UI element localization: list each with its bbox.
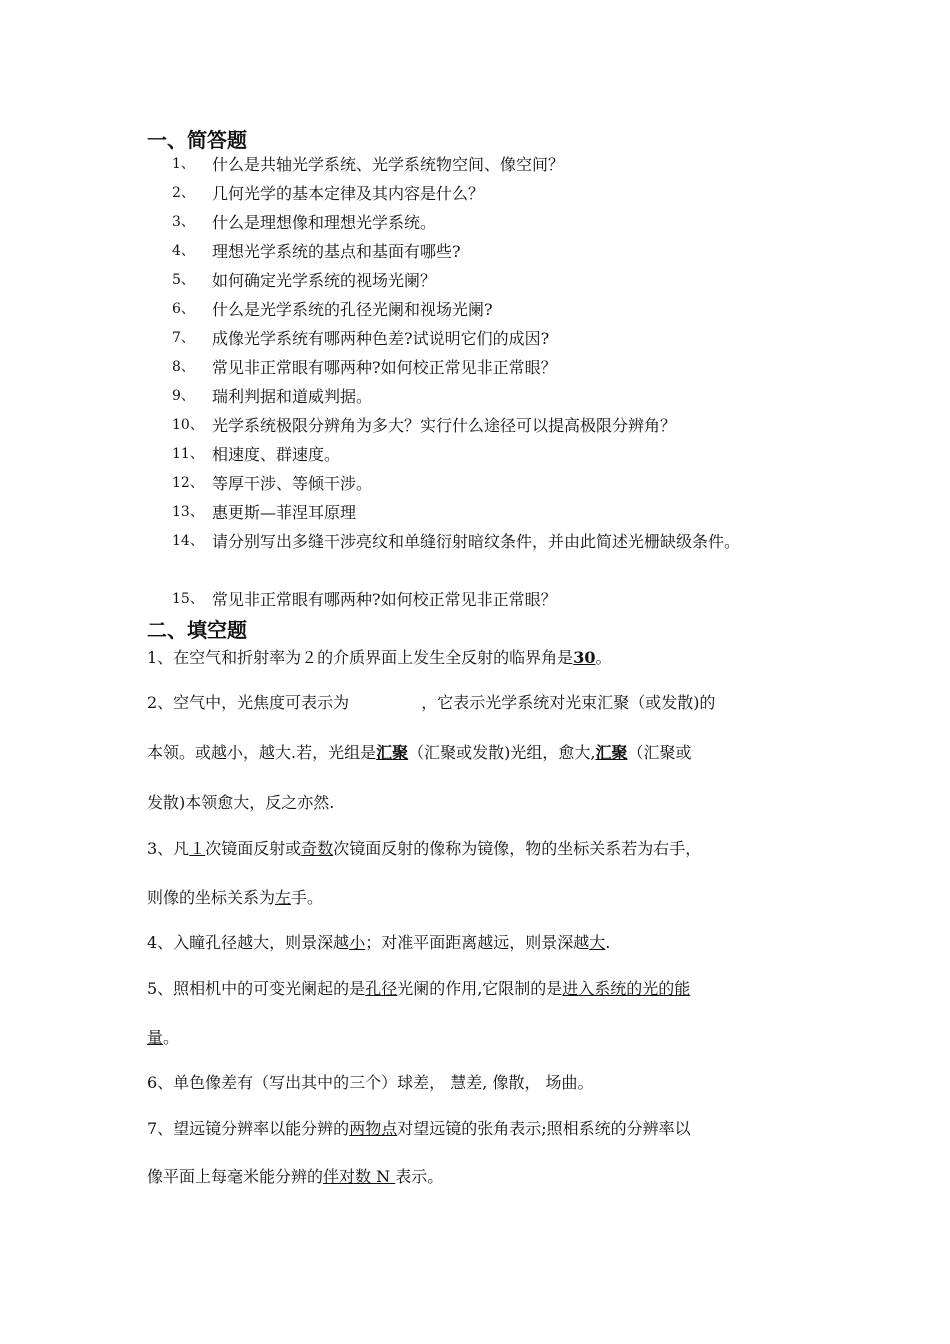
item-number: 8、 (172, 359, 195, 375)
text-segment: 2、空气中，光焦度可表示为 (147, 693, 350, 712)
item-number: 13、 (172, 504, 204, 520)
item-text: 相速度、群速度。 (212, 445, 341, 464)
item-text: 常见非正常眼有哪两种?如何校正常见非正常眼？ (212, 358, 557, 377)
item-text: 请分别写出多缝干涉亮纹和单缝衍射暗纹条件，并由此简述光栅缺级条件。 (212, 532, 741, 551)
fill-question-5-line-2 (147, 1025, 179, 1048)
fill-question-7-line-1 (147, 1116, 691, 1139)
text-segment: 次镜面反射或 (205, 839, 302, 858)
item-number: 12、 (172, 475, 204, 491)
text-segment: 表示。 (395, 1167, 444, 1186)
fill-question-2-line-1 (147, 690, 715, 713)
answer-blank: １ (189, 839, 206, 858)
item-number: 3、 (172, 214, 195, 230)
item-number: 15、 (172, 591, 204, 607)
item-text: 如何确定光学系统的视场光阑？ (212, 271, 437, 290)
fill-question-3-line-1 (147, 836, 701, 859)
text-segment: 。 (163, 1028, 180, 1047)
text-segment: 5、照相机中的可变光阑起的是 (147, 979, 366, 998)
answer-blank: 左 (275, 888, 292, 907)
text-segment: ；对准平面距离越远，则景深越 (365, 933, 590, 952)
text-segment: 手。 (291, 888, 324, 907)
fill-question-7-line-2 (147, 1164, 443, 1187)
text-segment: 7、望远镜分辨率以能分辨的 (147, 1119, 350, 1138)
item-number: 9、 (172, 388, 195, 404)
text-segment: 3、凡 (147, 839, 190, 858)
item-text: 等厚干涉、等倾干涉。 (212, 474, 373, 493)
list-item (172, 266, 822, 295)
answer-blank: 伴对数 N (323, 1167, 396, 1186)
list-item (172, 440, 822, 469)
answer-blank: 大 (589, 933, 606, 952)
answer-blank: 小 (349, 933, 366, 952)
list-item (172, 411, 822, 440)
list-item (172, 382, 822, 411)
answer-blank: 汇聚 (595, 743, 628, 762)
list-item (172, 353, 822, 382)
list-item (172, 527, 822, 585)
item-text: 瑞利判据和道威判据。 (212, 387, 373, 406)
text-segment: 4、入瞳孔径越大，则景深越 (147, 933, 350, 952)
list-item (172, 179, 822, 208)
answer-blank: 汇聚 (376, 743, 409, 762)
section-title-short-answer: 一、简答题 (147, 128, 247, 152)
list-item (172, 498, 822, 527)
fill-question-5-line-1 (147, 976, 690, 999)
list-item (172, 324, 822, 353)
item-text: 什么是理想像和理想光学系统。 (212, 213, 437, 232)
answer-blank: 量 (147, 1028, 164, 1047)
answer-blank: 两物点 (349, 1119, 398, 1138)
text-segment: 本领。或越小，越大.若，光组是 (147, 743, 377, 762)
item-number: 11、 (172, 446, 204, 462)
item-text: 成像光学系统有哪两种色差?试说明它们的成因? (212, 329, 550, 348)
fill-question-3-line-2 (147, 885, 323, 908)
text-segment: 则像的坐标关系为 (147, 888, 276, 907)
text-segment: 次镜面反射的像称为镜像，物的坐标关系若为右手， (333, 839, 702, 858)
list-item (172, 208, 822, 237)
fill-question-6: 6、单色像差有（写出其中的三个）球差， 慧差, 像散， 场曲。 (147, 1073, 594, 1092)
fill-question-2-line-3: 发散)本领愈大，反之亦然. (147, 793, 335, 812)
text-segment: 光阑的作用,它限制的是 (397, 979, 563, 998)
item-number: 10、 (172, 417, 204, 433)
answer-blank: 孔径 (365, 979, 398, 998)
item-text: 几何光学的基本定律及其内容是什么？ (212, 184, 485, 203)
text-segment: 像平面上每毫米能分辨的 (147, 1167, 324, 1186)
item-number: 6、 (172, 301, 195, 317)
item-text: 什么是共轴光学系统、光学系统物空间、像空间？ (212, 155, 565, 174)
list-item (172, 150, 822, 179)
list-item (172, 295, 822, 324)
item-text: 惠更斯—菲涅耳原理 (212, 503, 357, 522)
answer-blank: 奇数 (301, 839, 334, 858)
item-number: 2、 (172, 185, 195, 201)
list-item (172, 585, 822, 614)
item-text: 光学系统极限分辨角为多大？实行什么途径可以提高极限分辨角？ (212, 416, 677, 435)
item-text: 什么是光学系统的孔径光阑和视场光阑? (212, 300, 493, 319)
item-text: 理想光学系统的基点和基面有哪些? (212, 242, 461, 261)
text-segment: . (605, 933, 611, 952)
item-number: 4、 (172, 243, 195, 259)
list-item (172, 237, 822, 266)
item-number: 7、 (172, 330, 195, 346)
fill-question-2-line-2 (147, 740, 691, 763)
answer-blank: 30 (573, 648, 596, 667)
text-segment: ，它表示光学系统对光束汇聚（或发散)的 (421, 693, 716, 712)
text-segment: 1、在空气和折射率为２的介质界面上发生全反射的临界角是 (147, 648, 574, 667)
answer-blank: 进入系统的光的能 (562, 979, 691, 998)
fill-question-1 (147, 645, 611, 668)
text-segment: 对望远镜的张角表示;照相系统的分辨率以 (397, 1119, 691, 1138)
item-number: 1、 (172, 156, 195, 172)
section-title-fill-blank: 二、填空题 (147, 618, 247, 642)
question-list (172, 150, 822, 614)
text-segment: （汇聚或发散)光组，愈大, (408, 743, 596, 762)
item-number: 14、 (172, 533, 204, 549)
fill-question-4 (147, 930, 610, 953)
list-item (172, 469, 822, 498)
item-text: 常见非正常眼有哪两种?如何校正常见非正常眼？ (212, 590, 557, 609)
text-segment: （汇聚或 (627, 743, 692, 762)
text-segment: 。 (595, 648, 612, 667)
item-number: 5、 (172, 272, 195, 288)
